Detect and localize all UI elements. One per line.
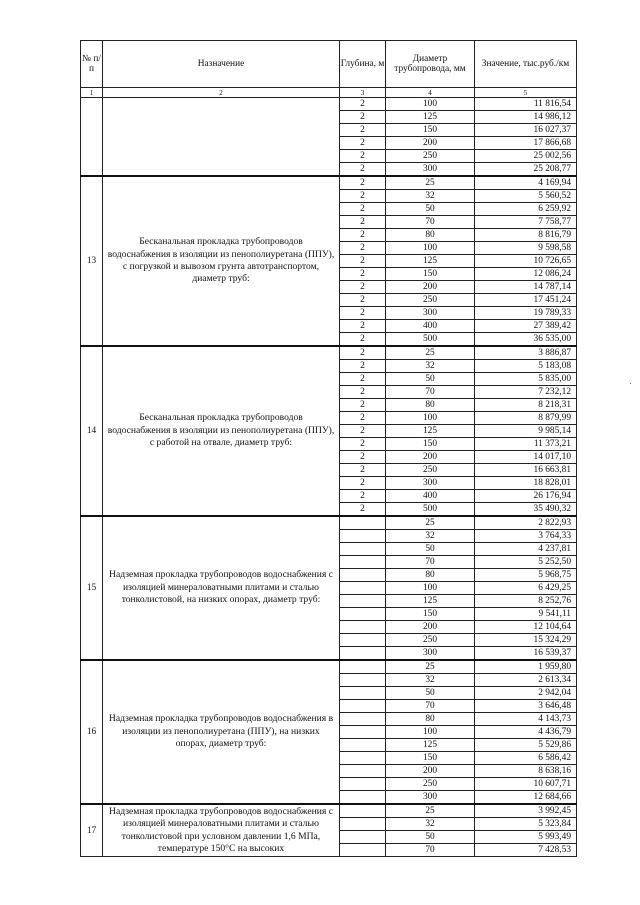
diameter-cell: 32 bbox=[386, 674, 475, 687]
depth-cell: 2 bbox=[340, 386, 386, 399]
diameter-cell: 200 bbox=[386, 621, 475, 634]
value-cell: 4 143,73 bbox=[475, 713, 577, 726]
diameter-cell: 150 bbox=[386, 124, 475, 137]
value-cell: 9 541,11 bbox=[475, 608, 577, 621]
depth-cell: 2 bbox=[340, 346, 386, 360]
table-row bbox=[81, 346, 577, 360]
diameter-cell: 70 bbox=[386, 844, 475, 857]
value-cell: 15 324,29 bbox=[475, 634, 577, 647]
depth-cell bbox=[340, 765, 386, 778]
value-cell: 18 828,01 bbox=[475, 477, 577, 490]
value-cell: 12 086,24 bbox=[475, 268, 577, 281]
diameter-cell: 300 bbox=[386, 477, 475, 490]
diameter-cell: 80 bbox=[386, 399, 475, 412]
depth-cell: 2 bbox=[340, 203, 386, 216]
diameter-cell: 500 bbox=[386, 333, 475, 347]
value-cell: 25 208,77 bbox=[475, 163, 577, 177]
depth-cell bbox=[340, 556, 386, 569]
diameter-cell: 100 bbox=[386, 242, 475, 255]
diameter-cell: 50 bbox=[386, 543, 475, 556]
header-number: № п/п bbox=[81, 41, 103, 88]
header-depth: Глубина, м bbox=[340, 41, 386, 88]
value-cell: 27 389,42 bbox=[475, 320, 577, 333]
header-value: Значение, тыс.руб./км bbox=[475, 41, 577, 88]
diameter-cell: 125 bbox=[386, 111, 475, 124]
diameter-cell: 100 bbox=[386, 726, 475, 739]
column-number: 5 bbox=[475, 88, 577, 98]
price-table-sheet bbox=[80, 40, 576, 857]
value-cell: 36 535,00 bbox=[475, 333, 577, 347]
diameter-cell: 150 bbox=[386, 752, 475, 765]
depth-cell: 2 bbox=[340, 412, 386, 425]
depth-cell: 2 bbox=[340, 425, 386, 438]
depth-cell: 2 bbox=[340, 490, 386, 503]
item-number: 14 bbox=[81, 346, 103, 516]
value-cell: 3 646,48 bbox=[475, 700, 577, 713]
diameter-cell: 25 bbox=[386, 346, 475, 360]
value-cell: 3 764,33 bbox=[475, 530, 577, 543]
diameter-cell: 250 bbox=[386, 150, 475, 163]
diameter-cell: 250 bbox=[386, 294, 475, 307]
margin-mark: · bbox=[629, 378, 632, 388]
diameter-cell: 200 bbox=[386, 451, 475, 464]
diameter-cell: 125 bbox=[386, 425, 475, 438]
diameter-cell: 500 bbox=[386, 503, 475, 517]
diameter-cell: 80 bbox=[386, 569, 475, 582]
column-number: 2 bbox=[103, 88, 340, 98]
value-cell: 7 232,12 bbox=[475, 386, 577, 399]
depth-cell: 2 bbox=[340, 137, 386, 150]
depth-cell bbox=[340, 791, 386, 805]
table-body bbox=[81, 41, 577, 857]
value-cell: 4 169,94 bbox=[475, 176, 577, 190]
diameter-cell: 200 bbox=[386, 281, 475, 294]
diameter-cell: 400 bbox=[386, 320, 475, 333]
depth-cell: 2 bbox=[340, 255, 386, 268]
column-number: 4 bbox=[386, 88, 475, 98]
diameter-cell: 70 bbox=[386, 700, 475, 713]
depth-cell bbox=[340, 582, 386, 595]
depth-cell bbox=[340, 608, 386, 621]
diameter-cell: 50 bbox=[386, 203, 475, 216]
diameter-cell: 70 bbox=[386, 556, 475, 569]
depth-cell: 2 bbox=[340, 111, 386, 124]
table-row bbox=[81, 176, 577, 190]
value-cell: 3 886,87 bbox=[475, 346, 577, 360]
depth-cell: 2 bbox=[340, 268, 386, 281]
diameter-cell: 250 bbox=[386, 634, 475, 647]
depth-cell bbox=[340, 687, 386, 700]
depth-cell bbox=[340, 674, 386, 687]
diameter-cell: 50 bbox=[386, 373, 475, 386]
column-number: 1 bbox=[81, 88, 103, 98]
depth-cell: 2 bbox=[340, 333, 386, 347]
table-row bbox=[81, 804, 577, 818]
depth-cell bbox=[340, 530, 386, 543]
diameter-cell: 25 bbox=[386, 176, 475, 190]
diameter-cell: 150 bbox=[386, 268, 475, 281]
depth-cell: 2 bbox=[340, 124, 386, 137]
table-row bbox=[81, 516, 577, 530]
item-number: 15 bbox=[81, 516, 103, 660]
value-cell: 1 959,80 bbox=[475, 660, 577, 674]
value-cell: 8 816,79 bbox=[475, 229, 577, 242]
value-cell: 4 436,79 bbox=[475, 726, 577, 739]
depth-cell: 2 bbox=[340, 360, 386, 373]
item-number: 17 bbox=[81, 804, 103, 857]
value-cell: 6 586,42 bbox=[475, 752, 577, 765]
diameter-cell: 125 bbox=[386, 739, 475, 752]
diameter-cell: 70 bbox=[386, 216, 475, 229]
value-cell: 19 789,33 bbox=[475, 307, 577, 320]
value-cell: 25 002,56 bbox=[475, 150, 577, 163]
depth-cell bbox=[340, 700, 386, 713]
value-cell: 5 560,52 bbox=[475, 190, 577, 203]
depth-cell bbox=[340, 778, 386, 791]
depth-cell: 2 bbox=[340, 242, 386, 255]
depth-cell bbox=[340, 818, 386, 831]
value-cell: 5 183,08 bbox=[475, 360, 577, 373]
diameter-cell: 400 bbox=[386, 490, 475, 503]
depth-cell: 2 bbox=[340, 163, 386, 177]
item-description: Надземная прокладка трубопроводов водоснабжения в изоляции из пенополиуретана (ППУ), на низких опорах, диаметр труб: bbox=[103, 660, 340, 804]
diameter-cell: 32 bbox=[386, 818, 475, 831]
value-cell: 10 607,71 bbox=[475, 778, 577, 791]
value-cell: 14 017,10 bbox=[475, 451, 577, 464]
value-cell: 6 429,25 bbox=[475, 582, 577, 595]
value-cell: 5 252,50 bbox=[475, 556, 577, 569]
value-cell: 8 879,99 bbox=[475, 412, 577, 425]
value-cell: 16 539,37 bbox=[475, 647, 577, 661]
depth-cell bbox=[340, 726, 386, 739]
diameter-cell: 100 bbox=[386, 412, 475, 425]
depth-cell bbox=[340, 660, 386, 674]
value-cell: 2 822,93 bbox=[475, 516, 577, 530]
diameter-cell: 150 bbox=[386, 438, 475, 451]
depth-cell: 2 bbox=[340, 503, 386, 517]
value-cell: 5 968,75 bbox=[475, 569, 577, 582]
column-number: 3 bbox=[340, 88, 386, 98]
value-cell: 14 986,12 bbox=[475, 111, 577, 124]
depth-cell: 2 bbox=[340, 320, 386, 333]
diameter-cell: 32 bbox=[386, 530, 475, 543]
item-description: Надземная прокладка трубопроводов водоснабжения с изоляцией минераловатными плитами и сталью тонколистовой, на низких опорах, диаметр труб: bbox=[103, 516, 340, 660]
diameter-cell: 150 bbox=[386, 608, 475, 621]
value-cell: 16 027,37 bbox=[475, 124, 577, 137]
depth-cell: 2 bbox=[340, 176, 386, 190]
item-description: Бесканальная прокладка трубопроводов водоснабжения в изоляции из пенополиуретана (ППУ), с работой на отвале, диаметр труб: bbox=[103, 346, 340, 516]
depth-cell bbox=[340, 516, 386, 530]
value-cell: 5 835,00 bbox=[475, 373, 577, 386]
diameter-cell: 200 bbox=[386, 765, 475, 778]
depth-cell bbox=[340, 621, 386, 634]
table-row bbox=[81, 98, 577, 111]
value-cell: 5 323,84 bbox=[475, 818, 577, 831]
diameter-cell: 125 bbox=[386, 595, 475, 608]
value-cell: 11 373,21 bbox=[475, 438, 577, 451]
diameter-cell: 300 bbox=[386, 163, 475, 177]
item-number: 16 bbox=[81, 660, 103, 804]
header-diameter: Диаметр трубопровода, мм bbox=[386, 41, 475, 88]
depth-cell bbox=[340, 804, 386, 818]
depth-cell: 2 bbox=[340, 477, 386, 490]
diameter-cell: 25 bbox=[386, 516, 475, 530]
diameter-cell: 50 bbox=[386, 687, 475, 700]
diameter-cell: 25 bbox=[386, 660, 475, 674]
depth-cell bbox=[340, 739, 386, 752]
depth-cell bbox=[340, 569, 386, 582]
depth-cell bbox=[340, 713, 386, 726]
depth-cell: 2 bbox=[340, 294, 386, 307]
value-cell: 2 942,04 bbox=[475, 687, 577, 700]
value-cell: 3 992,45 bbox=[475, 804, 577, 818]
depth-cell: 2 bbox=[340, 464, 386, 477]
value-cell: 17 866,68 bbox=[475, 137, 577, 150]
diameter-cell: 300 bbox=[386, 791, 475, 805]
depth-cell bbox=[340, 752, 386, 765]
table-row bbox=[81, 660, 577, 674]
diameter-cell: 80 bbox=[386, 713, 475, 726]
value-cell: 8 252,76 bbox=[475, 595, 577, 608]
item-description: Надземная прокладка трубопроводов водоснабжения с изоляцией минераловатными плитами и сталью тонколистовой при условном давлении 1,6 МПа, температуре 150°С на высоких bbox=[103, 804, 340, 857]
depth-cell: 2 bbox=[340, 281, 386, 294]
value-cell: 8 638,16 bbox=[475, 765, 577, 778]
depth-cell: 2 bbox=[340, 190, 386, 203]
value-cell: 6 259,92 bbox=[475, 203, 577, 216]
value-cell: 12 684,66 bbox=[475, 791, 577, 805]
item-number bbox=[81, 98, 103, 177]
value-cell: 2 613,34 bbox=[475, 674, 577, 687]
depth-cell bbox=[340, 634, 386, 647]
diameter-cell: 70 bbox=[386, 386, 475, 399]
depth-cell bbox=[340, 831, 386, 844]
diameter-cell: 25 bbox=[386, 804, 475, 818]
diameter-cell: 300 bbox=[386, 647, 475, 661]
value-cell: 5 993,49 bbox=[475, 831, 577, 844]
diameter-cell: 32 bbox=[386, 190, 475, 203]
value-cell: 7 758,77 bbox=[475, 216, 577, 229]
value-cell: 9 985,14 bbox=[475, 425, 577, 438]
value-cell: 11 816,54 bbox=[475, 98, 577, 111]
value-cell: 10 726,65 bbox=[475, 255, 577, 268]
depth-cell bbox=[340, 844, 386, 857]
item-number: 13 bbox=[81, 176, 103, 346]
value-cell: 7 428,53 bbox=[475, 844, 577, 857]
depth-cell: 2 bbox=[340, 451, 386, 464]
depth-cell: 2 bbox=[340, 150, 386, 163]
depth-cell bbox=[340, 595, 386, 608]
value-cell: 8 218,31 bbox=[475, 399, 577, 412]
depth-cell: 2 bbox=[340, 373, 386, 386]
diameter-cell: 250 bbox=[386, 778, 475, 791]
depth-cell: 2 bbox=[340, 216, 386, 229]
value-cell: 17 451,24 bbox=[475, 294, 577, 307]
item-description bbox=[103, 98, 340, 177]
depth-cell bbox=[340, 647, 386, 661]
pipeline-cost-table bbox=[80, 40, 577, 857]
depth-cell: 2 bbox=[340, 438, 386, 451]
diameter-cell: 300 bbox=[386, 307, 475, 320]
value-cell: 4 237,81 bbox=[475, 543, 577, 556]
diameter-cell: 250 bbox=[386, 464, 475, 477]
depth-cell: 2 bbox=[340, 307, 386, 320]
depth-cell bbox=[340, 543, 386, 556]
diameter-cell: 32 bbox=[386, 360, 475, 373]
depth-cell: 2 bbox=[340, 399, 386, 412]
column-number-row bbox=[81, 88, 577, 98]
diameter-cell: 125 bbox=[386, 255, 475, 268]
value-cell: 16 663,81 bbox=[475, 464, 577, 477]
value-cell: 14 787,14 bbox=[475, 281, 577, 294]
item-description: Бесканальная прокладка трубопроводов водоснабжения в изоляции из пенополиуретана (ППУ), с погрузкой и вывозом грунта автотранспортом, диаметр труб: bbox=[103, 176, 340, 346]
value-cell: 12 104,64 bbox=[475, 621, 577, 634]
value-cell: 9 598,58 bbox=[475, 242, 577, 255]
depth-cell: 2 bbox=[340, 98, 386, 111]
diameter-cell: 100 bbox=[386, 582, 475, 595]
diameter-cell: 200 bbox=[386, 137, 475, 150]
header-row bbox=[81, 41, 577, 88]
depth-cell: 2 bbox=[340, 229, 386, 242]
value-cell: 35 490,32 bbox=[475, 503, 577, 517]
value-cell: 5 529,86 bbox=[475, 739, 577, 752]
header-purpose: Назначение bbox=[103, 41, 340, 88]
diameter-cell: 80 bbox=[386, 229, 475, 242]
value-cell: 26 176,94 bbox=[475, 490, 577, 503]
diameter-cell: 50 bbox=[386, 831, 475, 844]
diameter-cell: 100 bbox=[386, 98, 475, 111]
